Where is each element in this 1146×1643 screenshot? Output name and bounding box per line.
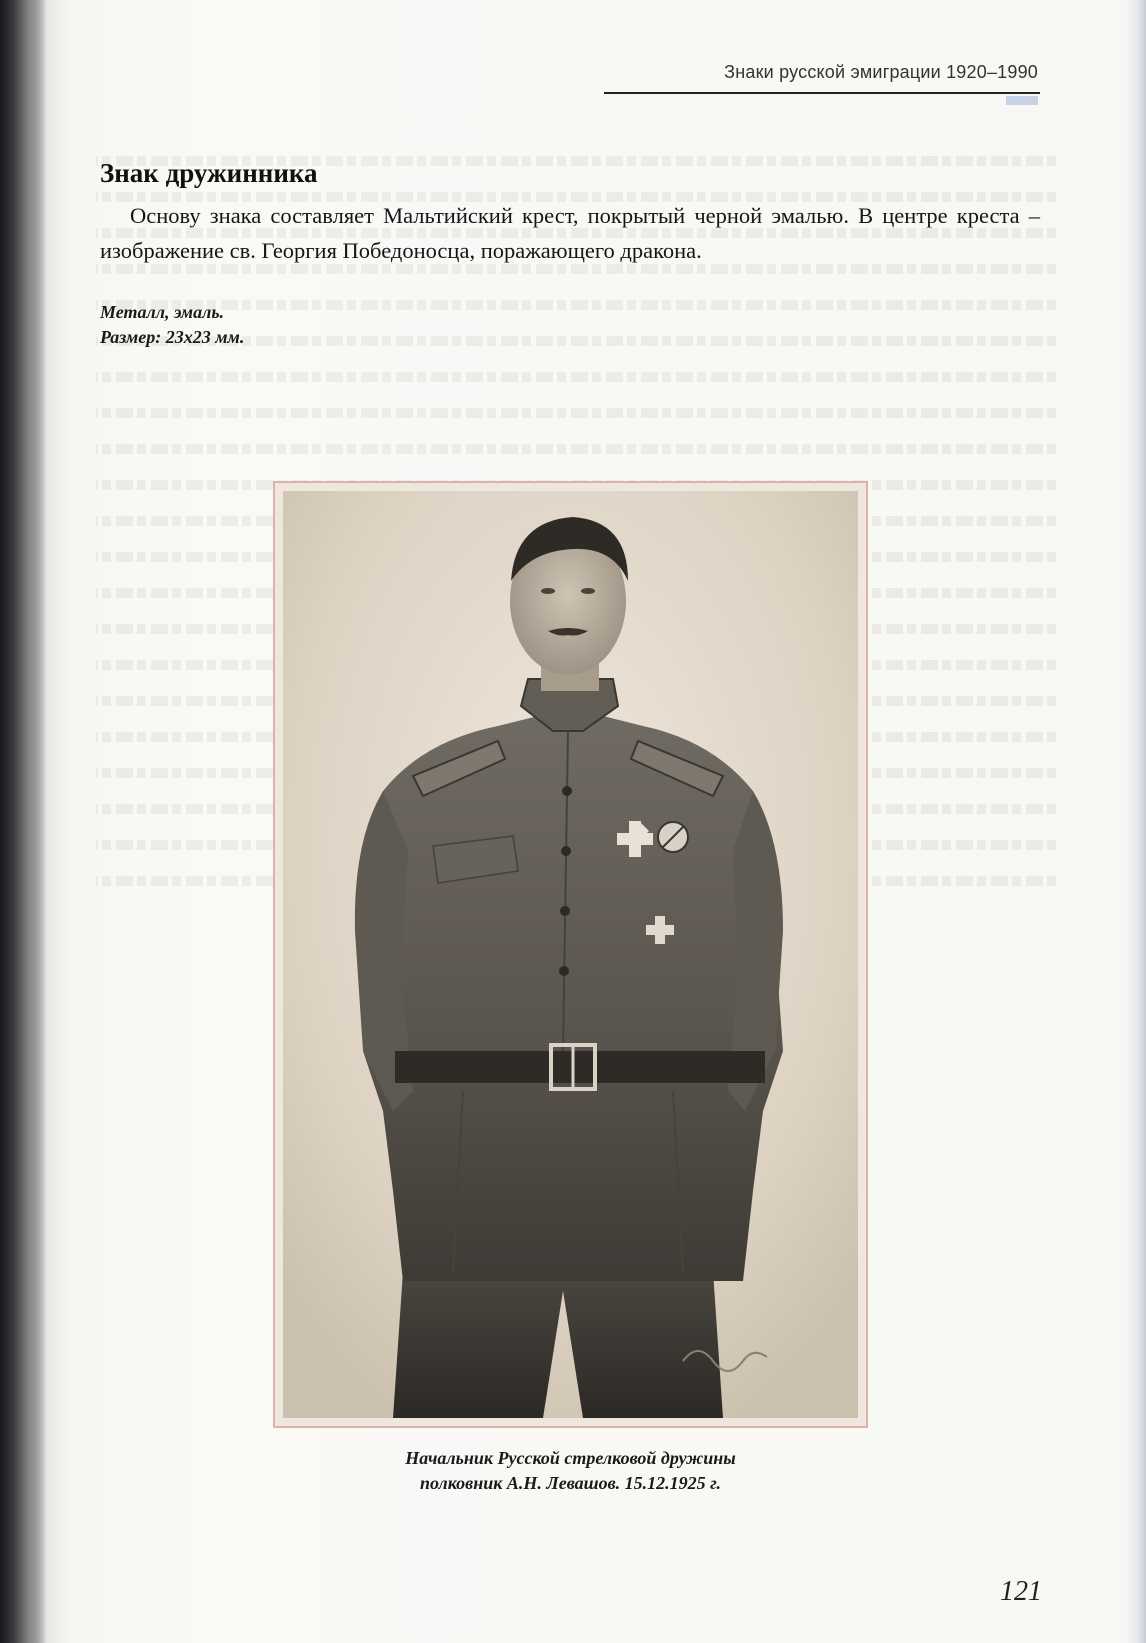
photo-caption [273,1446,868,1496]
photo-frame [273,481,868,1428]
body-paragraph: Основу знака составляет Мальтийский крест, покрытый черной эмалью. В центре креста – изображение св. Георгия Победоносца, поражающего дракона. [100,203,1040,263]
portrait-photo [283,491,858,1418]
medal-badge-2 [658,822,688,852]
specs-block [100,300,244,350]
caption-line: полковник А.Н. Левашов. 15.12.1925 г. [419,1473,722,1493]
header-rule [604,92,1040,94]
section-title: Знак дружинника [100,158,318,188]
header-color-mark [1006,96,1038,105]
size-spec: Размер: 23х23 мм. [100,327,245,347]
book-gutter-shadow [0,0,46,1643]
running-head: Знаки русской эмиграции 1920–1990 [724,62,1038,82]
page-number: 121 [1000,1576,1042,1607]
portrait-illustration [283,491,858,1418]
caption-line: Начальник Русской стрелковой дружины [405,1448,736,1468]
material-spec: Металл, эмаль. [100,302,225,322]
page-edge-shadow [1126,0,1146,1643]
